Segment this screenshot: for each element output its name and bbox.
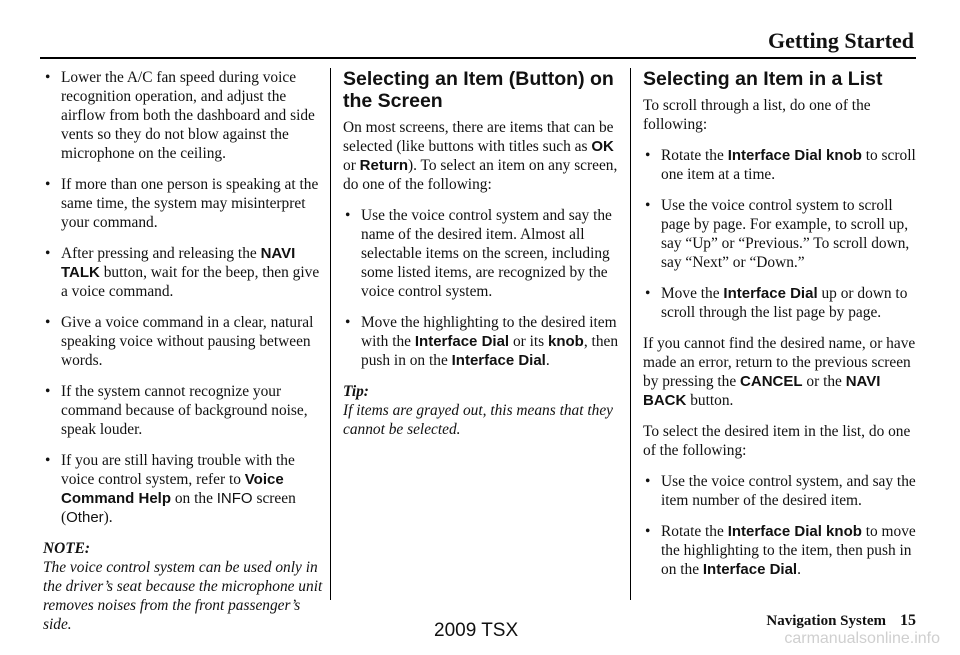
footer-label: Navigation System xyxy=(766,613,886,629)
list-item: • Rotate the Interface Dial knob to move the highlighting to the item, then push in on the Interface Dial. xyxy=(643,522,921,579)
list-item: • Move the highlighting to the desired item with the Interface Dial or its knob, then push in on the Interface Dial. xyxy=(343,313,619,370)
navi-back-keyword: NAVI BACK xyxy=(643,373,881,409)
return-keyword: Return xyxy=(359,157,409,174)
select-list-methods xyxy=(643,472,921,579)
list-item: • Rotate the Interface Dial knob to scroll one item at a time. xyxy=(643,146,921,184)
column-1 xyxy=(43,68,323,646)
list-item: • Move the Interface Dial up or down to scroll through the list page by page. xyxy=(643,284,921,322)
ok-keyword: OK xyxy=(591,138,614,155)
navi-talk-keyword: NAVI TALK xyxy=(61,245,296,281)
list-item: • After pressing and releasing the NAVI TALK button, wait for the beep, then give a voice command. xyxy=(43,244,323,301)
select-methods-list xyxy=(343,206,619,370)
column-3 xyxy=(643,68,921,591)
header-rule xyxy=(40,57,916,59)
column-divider xyxy=(630,68,631,600)
note-label: NOTE: xyxy=(43,540,91,557)
voice-command-help-keyword: Voice Command Help xyxy=(61,471,284,507)
note-text: The voice control system can be used only in the driver’s seat because the microphone unit removes noises from the front passenger’s side. xyxy=(43,559,323,633)
section-title-select-list: Selecting an Item in a List xyxy=(643,68,883,90)
list-item: • Give a voice command in a clear, natural speaking voice without pausing between words. xyxy=(43,313,323,370)
list-item: • Lower the A/C fan speed during voice recognition operation, and adjust the airflow from both the dashboard and side vents so they do not blow against the microphone on the ceiling. xyxy=(43,68,323,163)
list-item: • If more than one person is speaking at the same time, the system may misinterpret your command. xyxy=(43,175,323,232)
cancel-keyword: CANCEL xyxy=(740,373,803,390)
list-item: • Use the voice control system to scroll page by page. For example, to scroll up, say “Up” or “Previous.” To scroll down, say “Next” or “Down.” xyxy=(643,196,921,272)
page-number: 15 xyxy=(900,612,916,629)
list-item: • If the system cannot recognize your command because of background noise, speak louder. xyxy=(43,382,323,439)
paragraph: To select the desired item in the list, do one of the following: xyxy=(643,423,911,459)
list-item: • Use the voice control system and say the name of the desired item. Almost all selectable items on the screen, including some listed items, are recognized by the voice control system. xyxy=(343,206,619,301)
scroll-methods-list xyxy=(643,146,921,322)
column-divider xyxy=(330,68,331,600)
tip-label: Tip: xyxy=(343,383,369,400)
tip-text: If items are grayed out, this means that they cannot be selected. xyxy=(343,402,614,438)
list-item: • If you are still having trouble with the voice control system, refer to Voice Command Help on the INFO screen (Other). xyxy=(43,451,323,527)
column-2 xyxy=(343,68,619,451)
model-label: 2009 TSX xyxy=(434,620,519,641)
page-header-title: Getting Started xyxy=(767,28,914,53)
paragraph: On most screens, there are items that can be selected (like buttons with titles such as OK or Return). To select an item on any screen, do one of the following: xyxy=(343,119,618,193)
section-title-select-button: Selecting an Item (Button) on the Screen xyxy=(343,68,614,112)
paragraph: To scroll through a list, do one of the following: xyxy=(643,97,871,133)
list-item: • Use the voice control system, and say the item number of the desired item. xyxy=(643,472,921,510)
paragraph: If you cannot find the desired name, or have made an error, return to the previous screen by pressing the CANCEL or the NAVI BACK button. xyxy=(643,335,916,409)
page-footer xyxy=(766,612,916,630)
tips-list xyxy=(43,68,323,527)
watermark: carmanualsonline.info xyxy=(784,630,940,647)
